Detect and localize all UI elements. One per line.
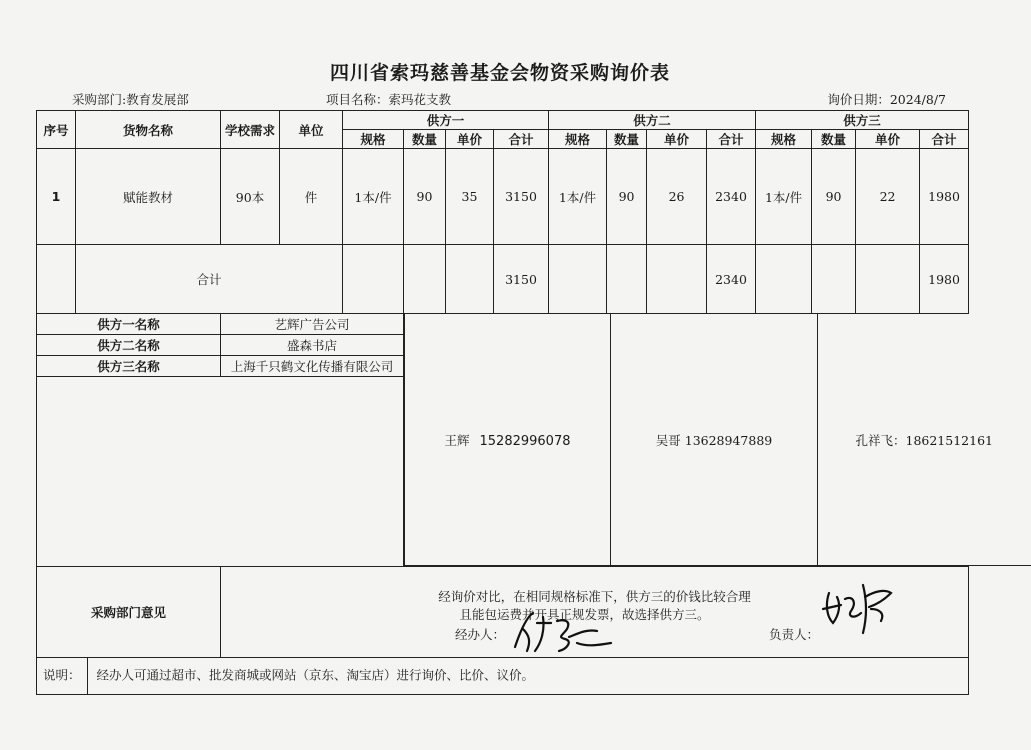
supplier-2-name: 盛森书店 [221, 335, 404, 356]
note-text: 经办人可通过超市、批发商城或网站（京东、淘宝店）进行询价、比价、议价。 [96, 667, 534, 683]
s1-spec: 1本/件 [343, 149, 404, 245]
header-supplier-1: 供方一 [343, 111, 549, 130]
s1-price: 35 [446, 149, 494, 245]
supplier-3-name: 上海千只鹤文化传播有限公司 [221, 356, 404, 377]
item-unit: 件 [280, 149, 343, 245]
s1-qty: 90 [404, 149, 446, 245]
header-s1-price: 单价 [446, 130, 494, 149]
note-divider [87, 658, 89, 694]
s2-spec: 1本/件 [549, 149, 607, 245]
header-goods-name: 货物名称 [76, 111, 221, 149]
inquiry-date: 询价日期：2024/8/7 [827, 92, 946, 107]
header-unit: 单位 [280, 111, 343, 149]
supplier-3-contact: 孔祥飞：18621512161 [818, 314, 1031, 566]
opinion-line-1: 经询价对比，在相同规格标准下，供方三的价钱比较合理 [438, 589, 751, 604]
purchase-department: 采购部门:教育发展部 [72, 92, 189, 107]
header-s3-total: 合计 [920, 130, 969, 149]
supplier-3-label: 供方三名称 [37, 356, 221, 377]
opinion-label: 采购部门意见 [37, 567, 221, 658]
project-name: 项目名称：索玛花支教 [326, 92, 452, 107]
supplier-2-label: 供方二名称 [37, 335, 221, 356]
sum-s1-total: 3150 [494, 245, 549, 314]
s3-qty: 90 [812, 149, 856, 245]
header-s3-price: 单价 [856, 130, 920, 149]
header-supplier-2: 供方二 [549, 111, 756, 130]
s3-total: 1980 [920, 149, 969, 245]
handler-signature-icon [507, 607, 617, 655]
header-s1-qty: 数量 [404, 130, 446, 149]
supplier-1-contact [405, 314, 611, 566]
s2-price: 26 [647, 149, 707, 245]
note-label: 说明： [43, 667, 81, 683]
s1-total: 3150 [494, 149, 549, 245]
supplier-1-label: 供方一名称 [37, 314, 221, 335]
note-row [37, 658, 969, 695]
supplier-2-contact: 吴哥 13628947889 [611, 314, 818, 566]
item-name: 赋能教材 [76, 149, 221, 245]
supplier-1-person: 王辉 [444, 432, 470, 448]
supplier-1-phone: 15282996078 [479, 433, 571, 449]
header-supplier-3: 供方三 [756, 111, 969, 130]
header-s1-spec: 规格 [343, 130, 404, 149]
header-s3-qty: 数量 [812, 130, 856, 149]
item-seq: 1 [37, 149, 76, 245]
header-s2-spec: 规格 [549, 130, 607, 149]
header-s2-qty: 数量 [607, 130, 647, 149]
contacts-table [404, 314, 1031, 566]
header-seq: 序号 [37, 111, 76, 149]
inquiry-table [36, 110, 993, 695]
sum-s2-total: 2340 [707, 245, 756, 314]
sum-s3-total: 1980 [920, 245, 969, 314]
item-demand: 90本 [221, 149, 280, 245]
header-s2-price: 单价 [647, 130, 707, 149]
supplier-1-name: 艺辉广告公司 [221, 314, 404, 335]
opinion-line-2: 且能包运费并开具正规发票，故选择供方三。 [459, 607, 710, 622]
s3-spec: 1本/件 [756, 149, 812, 245]
header-s3-spec: 规格 [756, 130, 812, 149]
responsible-signature-icon [819, 575, 899, 639]
form-title: 四川省索玛慈善基金会物资采购询价表 [329, 62, 670, 84]
s3-price: 22 [856, 149, 920, 245]
header-s1-total: 合计 [494, 130, 549, 149]
header-s2-total: 合计 [707, 130, 756, 149]
s2-total: 2340 [707, 149, 756, 245]
s2-qty: 90 [607, 149, 647, 245]
table-row [37, 149, 969, 245]
sum-label: 合计 [76, 245, 343, 314]
sum-row [37, 245, 969, 314]
opinion-cell [221, 567, 969, 658]
handler-label: 经办人： [455, 627, 506, 642]
header-school-demand: 学校需求 [221, 111, 280, 149]
responsible-label: 负责人： [769, 627, 820, 642]
